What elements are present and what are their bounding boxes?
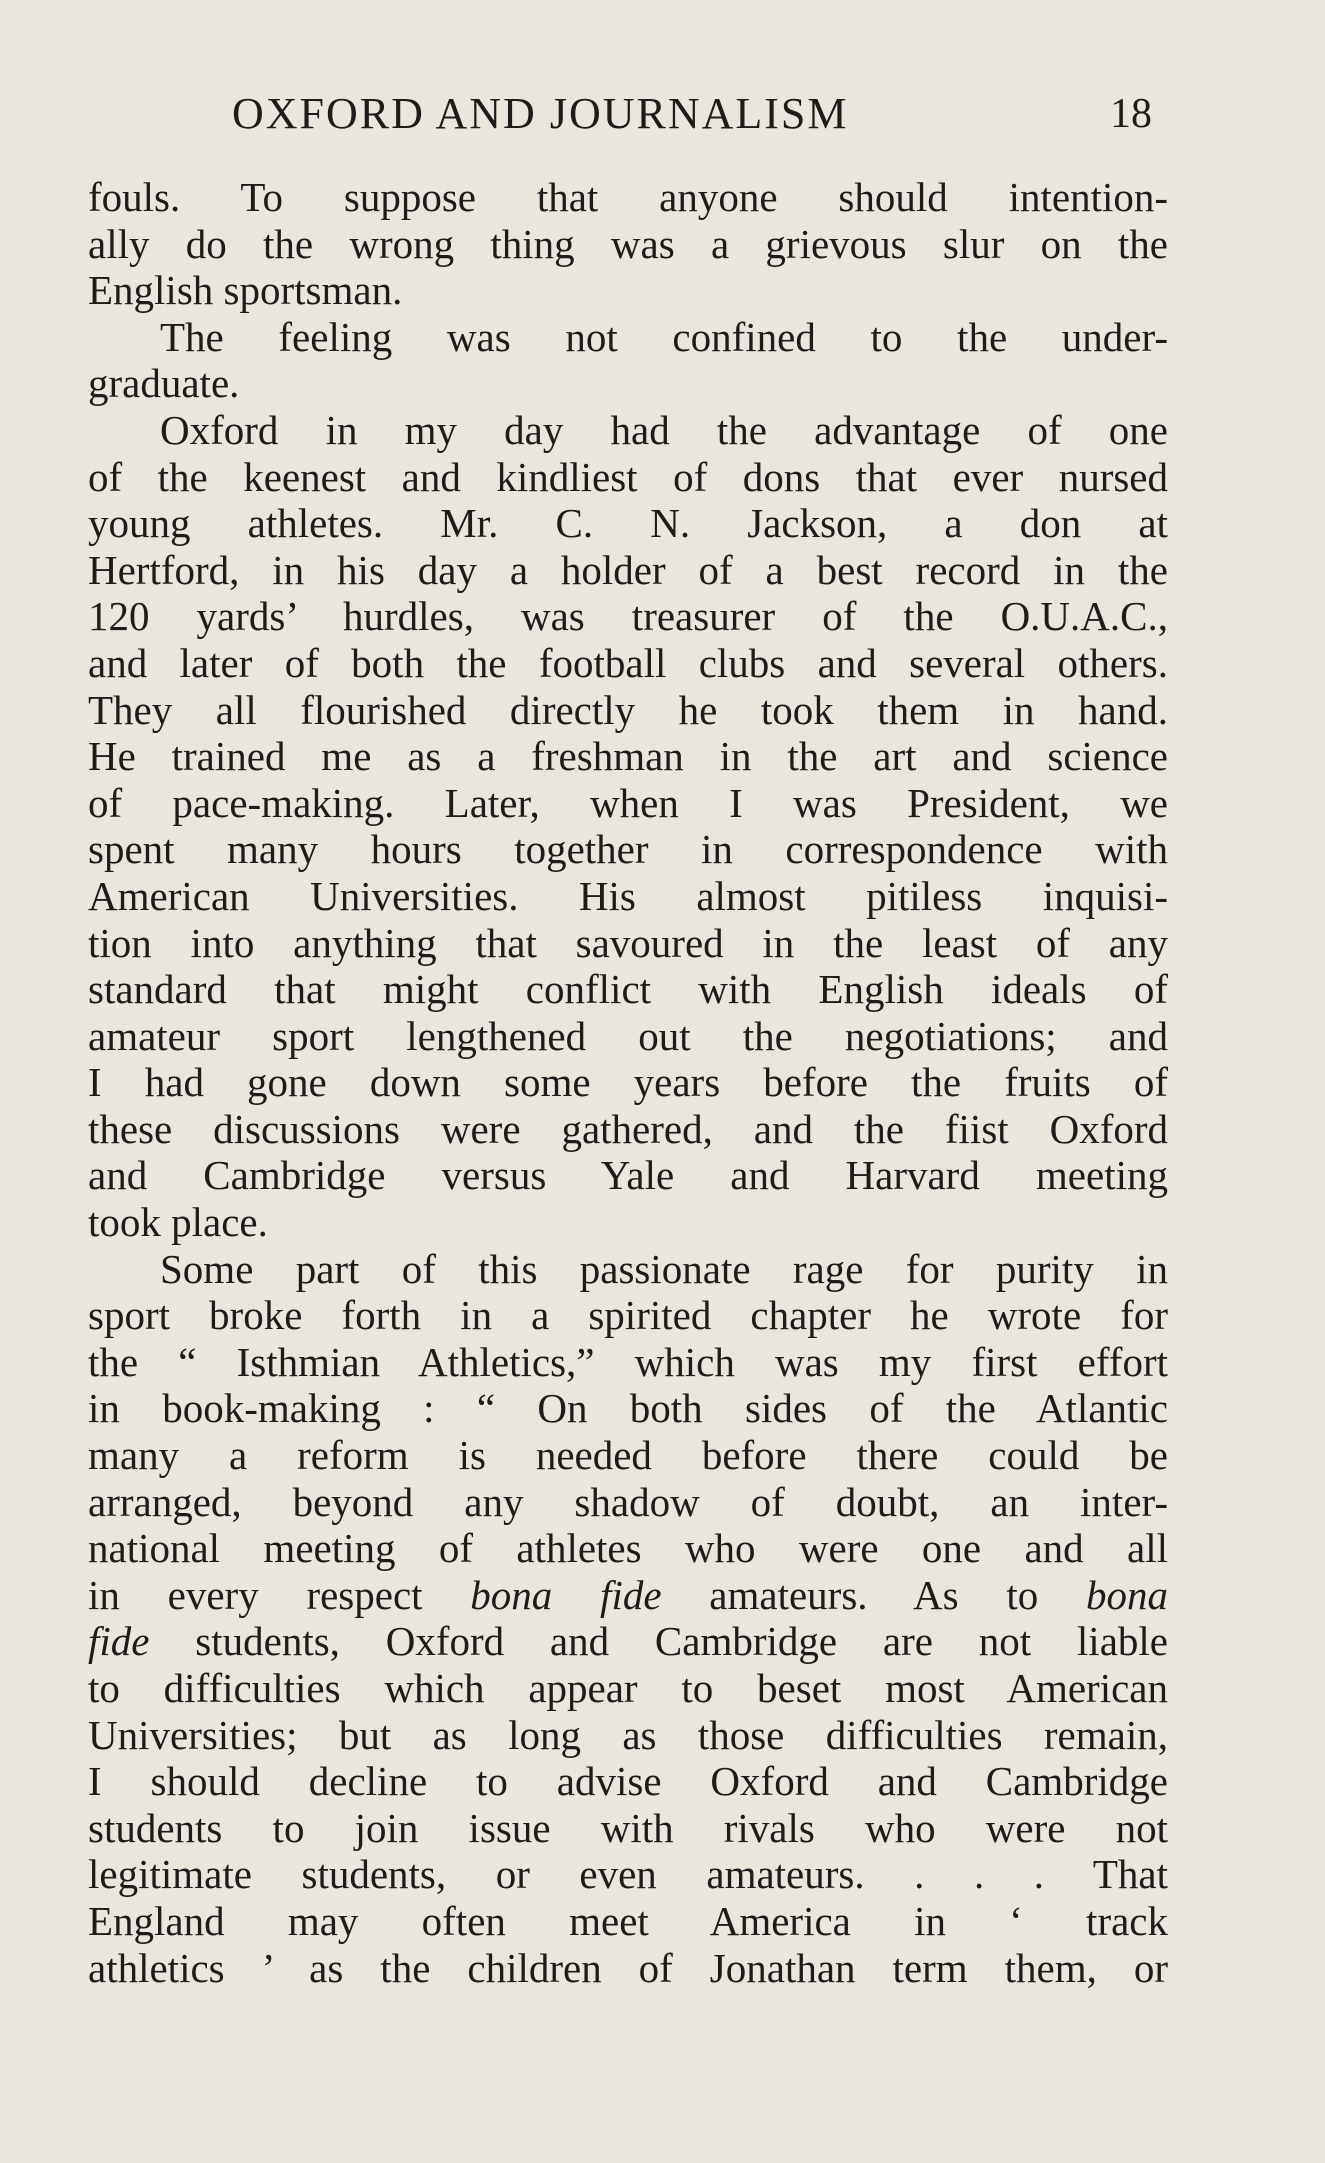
text-line [88, 1246, 1168, 1293]
text-segment: arranged, beyond any shadow of doubt, an inter- [88, 1478, 1168, 1525]
text-line [88, 221, 1168, 268]
text-line [88, 267, 1168, 314]
text-segment: amateur sport lengthened out the negotiations; and [88, 1012, 1168, 1059]
text-segment: the “ Isthmian Athletics,” which was my first effort [88, 1338, 1168, 1385]
text-line [88, 826, 1168, 873]
text-line [88, 1292, 1168, 1339]
text-line [88, 873, 1168, 920]
text-line [88, 687, 1168, 734]
text-line [88, 500, 1168, 547]
text-line [88, 1712, 1168, 1759]
text-segment: students to join issue with rivals who were not [88, 1804, 1168, 1851]
text-segment: and later of both the football clubs and several others. [88, 639, 1168, 686]
text-segment: to difficulties which appear to beset most American [88, 1665, 1168, 1711]
italic-phrase: bona [1085, 1571, 1168, 1618]
text-segment: many a reform is needed before there could be [88, 1432, 1168, 1479]
text-segment: standard that might conflict with English ideals of [88, 966, 1168, 1013]
text-segment: in every respect [88, 1571, 471, 1618]
text-segment: Universities; but as long as those difficulties remain, [88, 1711, 1168, 1758]
text-line [88, 1106, 1168, 1153]
text-line [88, 1432, 1168, 1479]
text-segment: national meeting of athletes who were one and all [88, 1525, 1168, 1572]
text-line [88, 1013, 1168, 1060]
text-segment: Hertford, in his day a holder of a best record in the [88, 546, 1168, 593]
text-segment: I had gone down some years before the fruits of [88, 1059, 1168, 1106]
text-segment: and Cambridge versus Yale and Harvard meeting [88, 1152, 1168, 1199]
text-segment: amateurs. As to [661, 1571, 1086, 1618]
text-segment: spent many hours together in correspondence with [88, 826, 1168, 873]
text-segment: Oxford in my day had the advantage of one [160, 406, 1168, 453]
text-line [88, 1199, 1168, 1246]
text-line [88, 733, 1168, 780]
text-line [88, 1479, 1168, 1526]
text-line [88, 454, 1168, 501]
text-line [88, 1525, 1168, 1572]
text-segment: They all flourished directly he took them in hand. [88, 686, 1168, 733]
text-segment: students, Oxford and Cambridge are not liable [149, 1618, 1168, 1665]
text-line [88, 1758, 1168, 1805]
text-segment: ally do the wrong thing was a grievous slur on the [88, 220, 1168, 267]
text-line [88, 1152, 1168, 1199]
text-line [88, 1339, 1168, 1386]
italic-phrase: fide [88, 1618, 150, 1665]
text-line [88, 407, 1168, 454]
text-line [88, 547, 1168, 594]
italic-phrase: bona fide [470, 1571, 662, 1618]
text-line [88, 966, 1168, 1013]
text-line [88, 920, 1168, 967]
text-segment: American Universities. His almost pitiless inquisi- [88, 872, 1168, 919]
text-segment: sport broke forth in a spirited chapter he wrote for [88, 1292, 1168, 1339]
text-segment: tion into anything that savoured in the least of any [88, 919, 1168, 966]
text-segment: in book-making : “ On both sides of the Atlantic [88, 1385, 1168, 1432]
text-segment: of pace-making. Later, when I was President, we [88, 779, 1168, 826]
page-number: 18 [1110, 91, 1152, 137]
text-segment: fouls. To suppose that anyone should intention- [88, 174, 1168, 220]
text-line [88, 1385, 1168, 1432]
text-line [88, 1898, 1168, 1945]
text-line [88, 314, 1168, 361]
text-segment: Some part of this passionate rage for purity in [160, 1245, 1168, 1292]
text-line [88, 1618, 1168, 1665]
text-line [88, 1059, 1168, 1106]
text-line [88, 1805, 1168, 1852]
text-line [88, 1851, 1168, 1898]
running-head [0, 86, 1325, 142]
text-segment: graduate. [88, 360, 240, 407]
text-segment: I should decline to advise Oxford and Cambridge [88, 1758, 1168, 1805]
text-segment: England may often meet America in ‘ track [88, 1897, 1168, 1944]
text-line [88, 640, 1168, 687]
text-line [88, 1665, 1168, 1712]
text-segment: of the keenest and kindliest of dons that ever nursed [88, 453, 1168, 500]
text-line [88, 360, 1168, 407]
body-text [88, 174, 1168, 1991]
text-line [88, 780, 1168, 827]
text-segment: He trained me as a freshman in the art and science [88, 733, 1168, 780]
text-line [88, 1945, 1168, 1992]
text-segment: these discussions were gathered, and the fiist Oxford [88, 1105, 1168, 1152]
text-segment: athletics ’ as the children of Jonathan term them, or [88, 1944, 1168, 1991]
text-line [88, 1572, 1168, 1619]
text-segment: English sportsman. [88, 267, 403, 314]
running-title: OXFORD AND JOURNALISM [232, 89, 849, 138]
text-segment: took place. [88, 1199, 268, 1246]
text-segment: The feeling was not confined to the under- [160, 313, 1168, 360]
text-segment: 120 yards’ hurdles, was treasurer of the O.U.A.C., [88, 593, 1168, 640]
text-segment: legitimate students, or even amateurs. . . . That [88, 1851, 1168, 1898]
text-segment: young athletes. Mr. C. N. Jackson, a don at [88, 500, 1168, 547]
text-line [88, 593, 1168, 640]
text-line [88, 174, 1168, 221]
